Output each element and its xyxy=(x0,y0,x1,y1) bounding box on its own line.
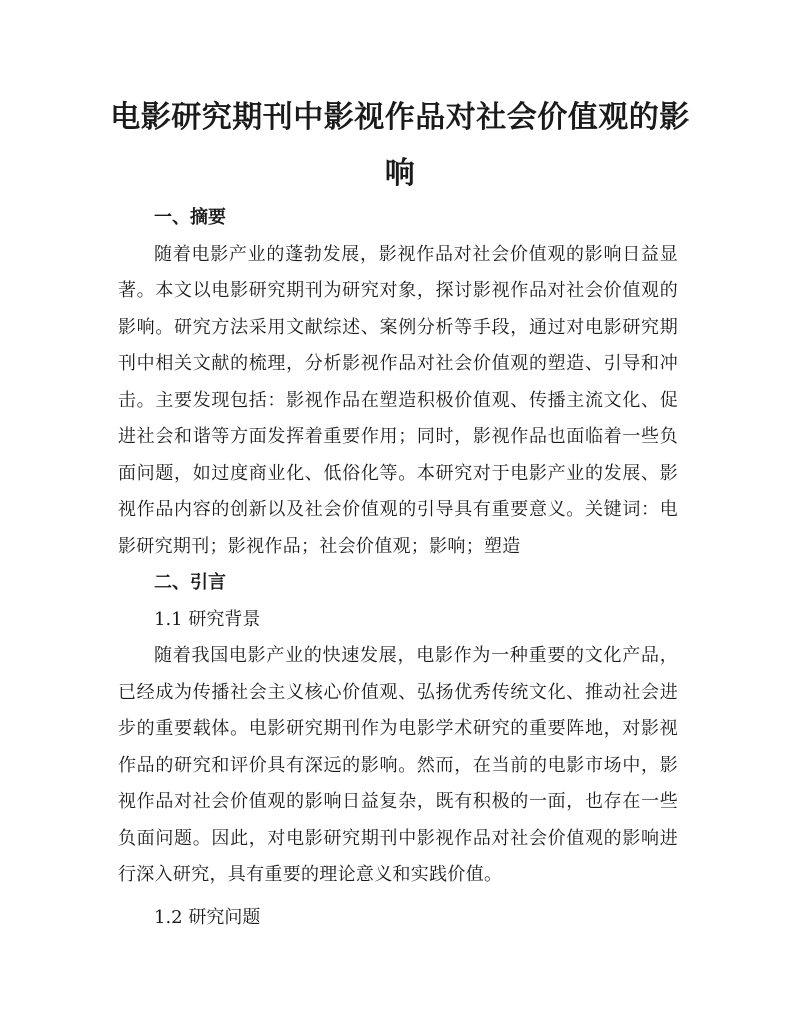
subsection-heading-research-question: 1.2 研究问题 xyxy=(154,906,261,928)
document-title: 电影研究期刊中影视作品对社会价值观的影响 xyxy=(110,100,690,191)
subsection-heading-research-background: 1.1 研究背景 xyxy=(154,608,261,630)
section-heading-abstract: 一、摘要 xyxy=(154,207,226,228)
research-background-paragraph: 随着我国电影产业的快速发展，电影作为一种重要的文化产品，已经成为传播社会主义核心价值观、弘扬优秀传统文化、推动社会进步的重要载体。电影研究期刊作为电影学术研究的重要阵地，对影视作品的研究和评价具有深远的影响。然而，在当前的电影市场中，影视作品对社会价值观的影响日益复杂，既有积极的一面，也存在一些负面问题。因此，对电影研究期刊中影视作品对社会价值观的影响进行深入研究，具有重要的理论意义和实践价值。 xyxy=(118,645,678,885)
abstract-paragraph: 随着电影产业的蓬勃发展，影视作品对社会价值观的影响日益显著。本文以电影研究期刊为研究对象，探讨影视作品对社会价值观的影响。研究方法采用文献综述、案例分析等手段，通过对电影研究期刊中相关文献的梳理，分析影视作品对社会价值观的塑造、引导和冲击。主要发现包括：影视作品在塑造积极价值观、传播主流文化、促进社会和谐等方面发挥着重要作用；同时，影视作品也面临着一些负面问题，如过度商业化、低俗化等。本研究对于电影产业的发展、影视作品内容的创新以及社会价值观的引导具有重要意义。关键词：电影研究期刊；影视作品；社会价值观；影响；塑造 xyxy=(118,243,678,557)
document-body xyxy=(118,200,678,936)
section-heading-introduction: 二、引言 xyxy=(154,572,226,593)
